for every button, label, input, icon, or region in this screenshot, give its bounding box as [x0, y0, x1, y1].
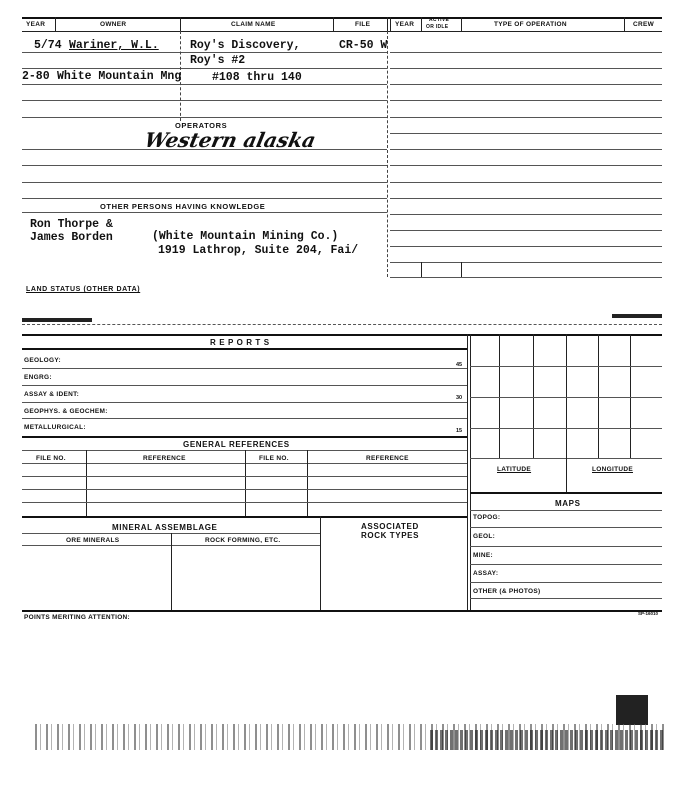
mineral-associated: ASSOCIATED [361, 522, 419, 531]
map-row-geol: GEOL: [473, 533, 496, 540]
header-file: FILE [355, 21, 371, 28]
report-row-geophys: GEOPHYS. & GEOCHEM: [24, 408, 108, 415]
report-row-metallurgical: METALLURGICAL: [24, 424, 86, 431]
report-row-geology: GEOLOGY: [24, 357, 61, 364]
header-year-2: YEAR [395, 21, 415, 28]
maps-title: MAPS [555, 499, 581, 508]
persons-address: 1919 Lathrop, Suite 204, Fai/ [158, 244, 359, 257]
scale-30: 30 [456, 395, 463, 401]
entry-1-owner: Wariner, W.L. [69, 39, 159, 52]
report-row-engrg: ENGRG: [24, 374, 52, 381]
entry-3-claim: #108 thru 140 [212, 71, 302, 84]
entry-1-claim: Roy's Discovery, [190, 39, 301, 52]
latitude-label: LATITUDE [497, 466, 532, 473]
mineral-rock: ROCK FORMING, ETC. [205, 537, 281, 544]
operators-label: OPERATORS [175, 121, 228, 130]
mineral-ore: ORE MINERALS [66, 537, 120, 544]
person-name-2: James Borden [30, 231, 113, 244]
header-year: YEAR [26, 21, 46, 28]
general-references-title: GENERAL REFERENCES [183, 440, 290, 449]
map-row-other: OTHER (& PHOTOS) [473, 588, 541, 595]
entry-1-file: CR-50 W [339, 39, 388, 52]
entry-1-date: 5/74 [34, 39, 62, 52]
entry-3-owner: White Mountain Mng [57, 70, 182, 83]
operators-signature: Western alaska [142, 128, 318, 152]
header-crew: CREW [633, 21, 655, 28]
longitude-label: LONGITUDE [592, 466, 633, 473]
scale-45: 45 [456, 362, 463, 368]
reports-title: R E P O R T S [210, 338, 270, 347]
entry-2-claim: Roy's #2 [190, 54, 246, 67]
header-owner: OWNER [100, 21, 127, 28]
ref-col-file-1: FILE NO. [36, 455, 66, 462]
person-name-1: Ron Thorpe & [30, 218, 113, 231]
form-number: SP-16010 [638, 611, 659, 616]
map-row-mine: MINE: [473, 552, 493, 559]
report-row-assay: ASSAY & IDENT: [24, 391, 80, 398]
ref-col-reference-2: REFERENCE [366, 455, 409, 462]
ref-col-file-2: FILE NO. [259, 455, 289, 462]
land-status-label: LAND STATUS (OTHER DATA) [26, 286, 141, 293]
persons-company: (White Mountain Mining Co.) [152, 230, 339, 243]
map-row-assay: ASSAY: [473, 570, 499, 577]
scale-15: 15 [456, 428, 463, 434]
header-type-of-operation: TYPE OF OPERATION [494, 21, 567, 28]
mineral-rock-types: ROCK TYPES [361, 531, 420, 540]
header-claim-name: CLAIM NAME [231, 21, 276, 28]
map-row-topog: TOPOG: [473, 514, 501, 521]
header-active-idle-2: OR IDLE [426, 24, 449, 30]
ref-col-reference-1: REFERENCE [143, 455, 186, 462]
header-active-idle-1: ACTIVE [429, 17, 450, 23]
points-meriting-attention: POINTS MERITING ATTENTION: [24, 614, 131, 621]
persons-label: OTHER PERSONS HAVING KNOWLEDGE [100, 202, 266, 211]
entry-3-date: 2-80 [22, 70, 50, 83]
mineral-title: MINERAL ASSEMBLAGE [112, 523, 218, 532]
